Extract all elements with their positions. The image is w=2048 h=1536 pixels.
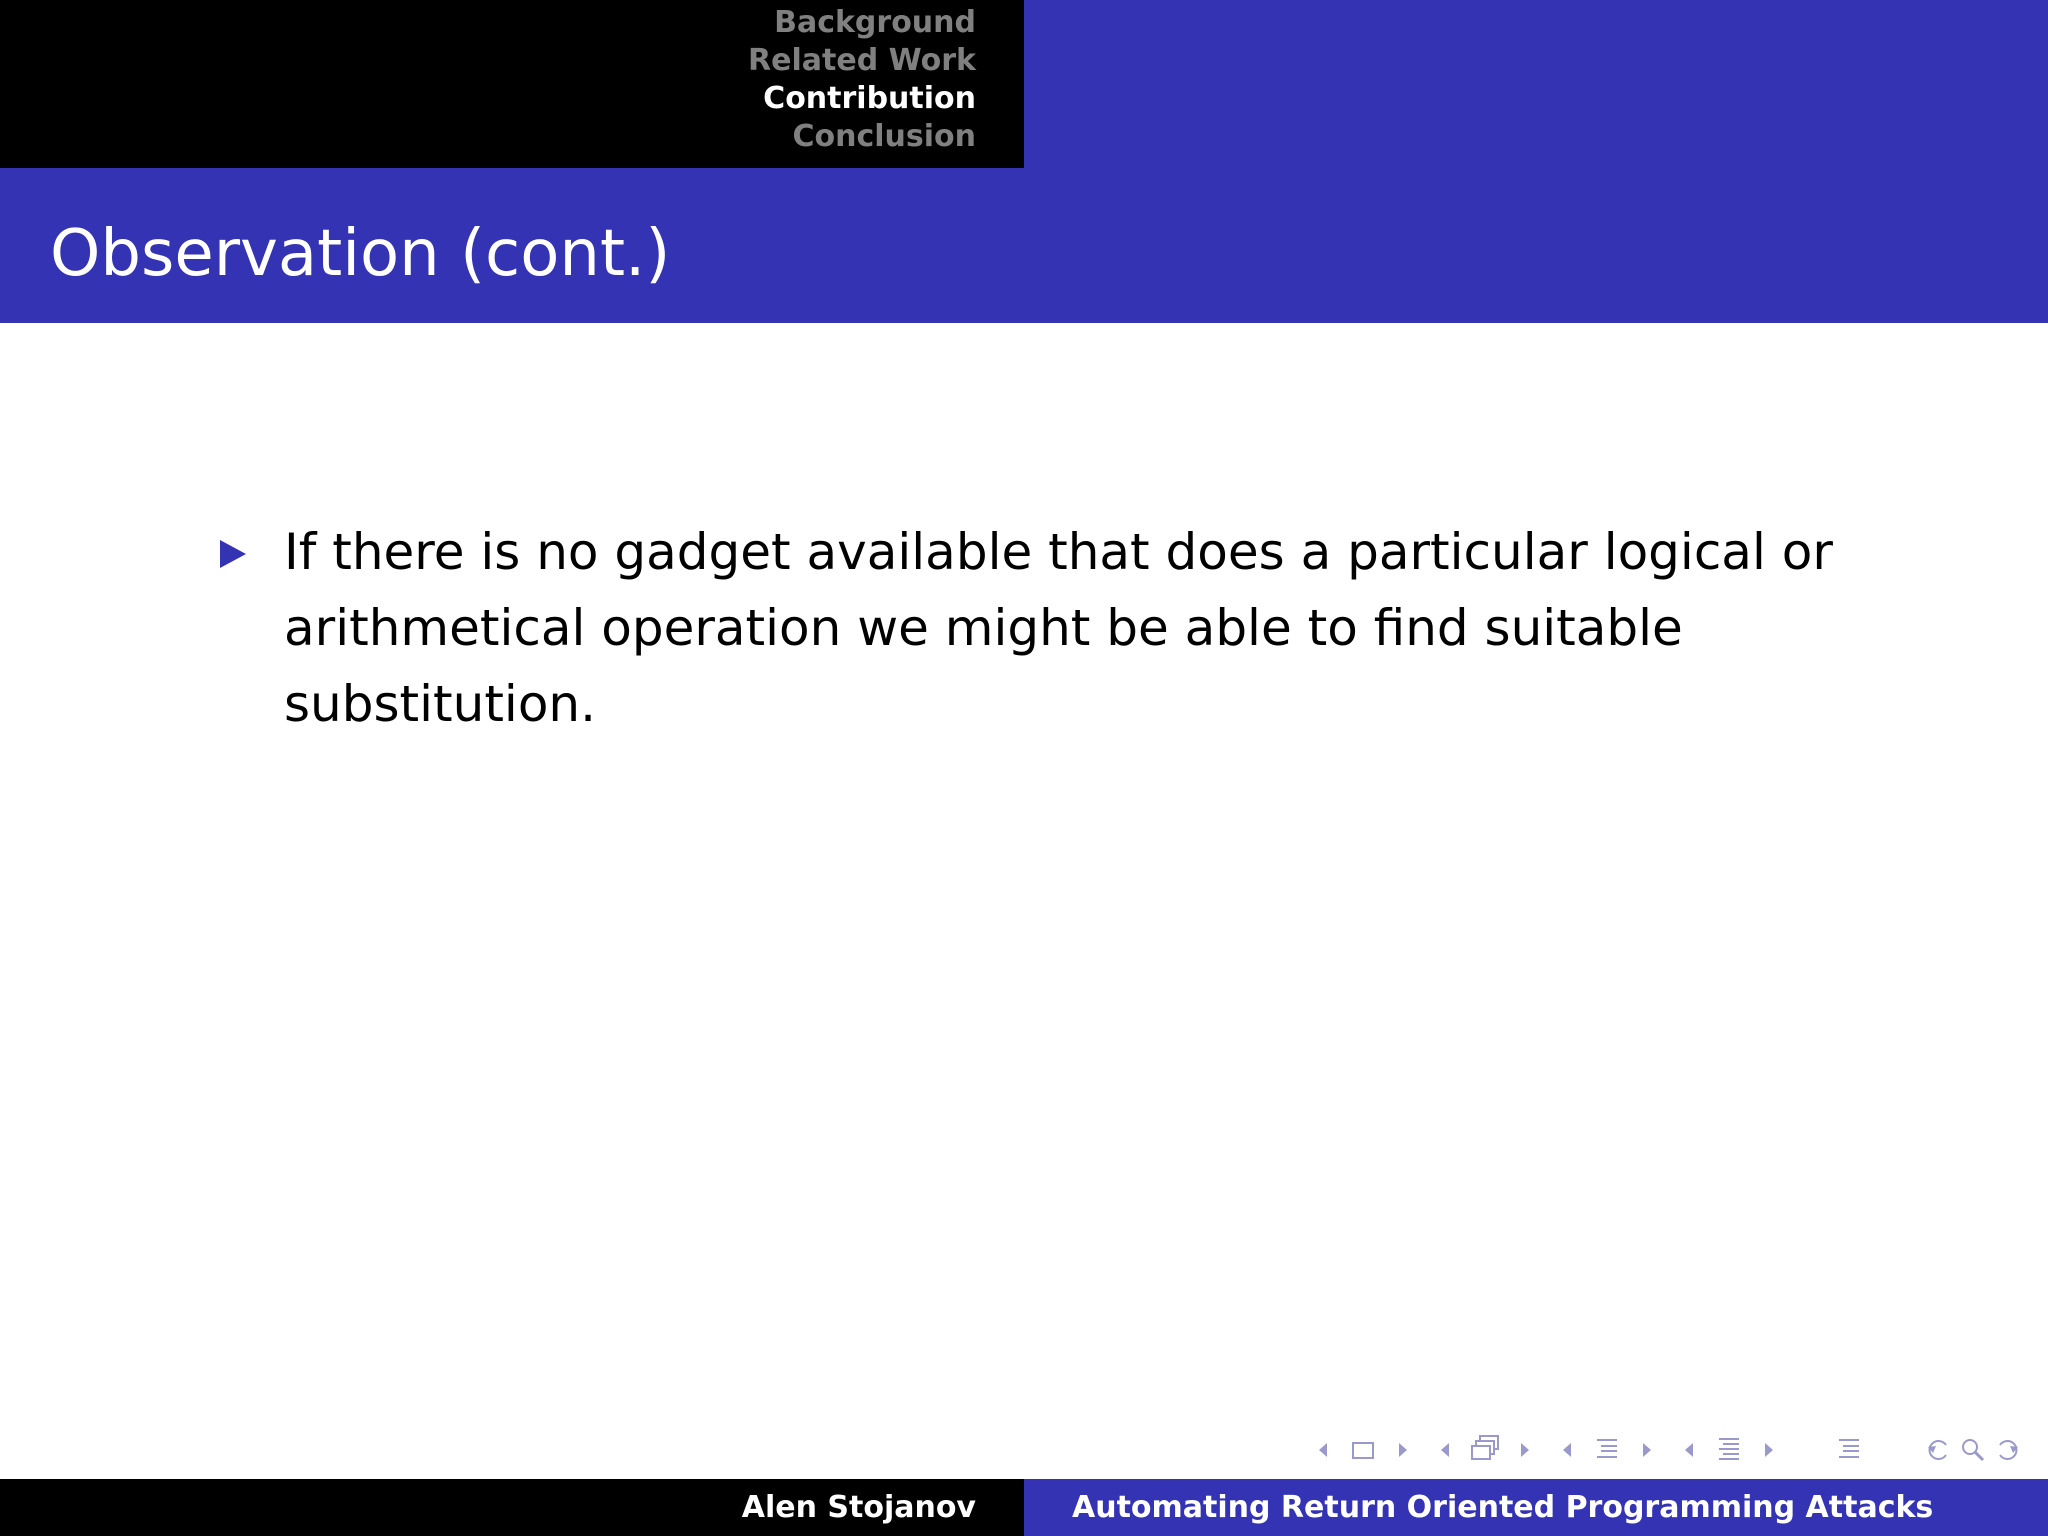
navigation-symbols bbox=[1310, 1432, 2030, 1468]
footline-author-panel bbox=[0, 1479, 1024, 1536]
prev-subsection-icon[interactable] bbox=[1438, 1432, 1452, 1468]
presentation-icon[interactable] bbox=[1716, 1432, 1742, 1468]
bullet-item bbox=[220, 514, 1880, 742]
footline-title-panel bbox=[1024, 1479, 2048, 1536]
subsection-icon[interactable] bbox=[1468, 1432, 1502, 1468]
prev-frame-icon[interactable] bbox=[1316, 1432, 1330, 1468]
slide-content bbox=[220, 514, 1880, 742]
prev-presentation-icon[interactable] bbox=[1682, 1432, 1696, 1468]
back-icon[interactable] bbox=[1924, 1432, 1954, 1468]
headline-subsection-panel bbox=[1024, 0, 2048, 168]
frame-title-bar bbox=[0, 168, 2048, 323]
search-icon[interactable] bbox=[1958, 1432, 1988, 1468]
toc-icon[interactable] bbox=[1836, 1432, 1862, 1468]
headline bbox=[0, 0, 2048, 168]
next-presentation-icon[interactable] bbox=[1762, 1432, 1776, 1468]
headline-section-panel bbox=[0, 0, 1024, 168]
section-link-related-work[interactable]: Related Work bbox=[748, 43, 976, 78]
forward-icon[interactable] bbox=[1992, 1432, 2022, 1468]
footline bbox=[0, 1479, 2048, 1536]
section-navigation bbox=[748, 4, 976, 156]
frame-title: Observation (cont.) bbox=[50, 217, 671, 291]
section-link-background[interactable]: Background bbox=[774, 5, 976, 40]
section-link-contribution[interactable]: Contribution bbox=[763, 81, 976, 116]
presentation-title: Automating Return Oriented Programming Attacks bbox=[1072, 1490, 1934, 1525]
section-icon[interactable] bbox=[1594, 1432, 1620, 1468]
section-link-conclusion[interactable]: Conclusion bbox=[792, 119, 976, 154]
next-subsection-icon[interactable] bbox=[1518, 1432, 1532, 1468]
bullet-text: If there is no gadget available that does a particular logical or arithmetical operation we might be able to find suitable substitution. bbox=[284, 523, 1833, 733]
next-section-icon[interactable] bbox=[1640, 1432, 1654, 1468]
next-frame-icon[interactable] bbox=[1396, 1432, 1410, 1468]
triangle-bullet-icon bbox=[220, 540, 246, 568]
prev-section-icon[interactable] bbox=[1560, 1432, 1574, 1468]
frame-icon[interactable] bbox=[1350, 1432, 1376, 1468]
author-name: Alen Stojanov bbox=[741, 1490, 976, 1525]
